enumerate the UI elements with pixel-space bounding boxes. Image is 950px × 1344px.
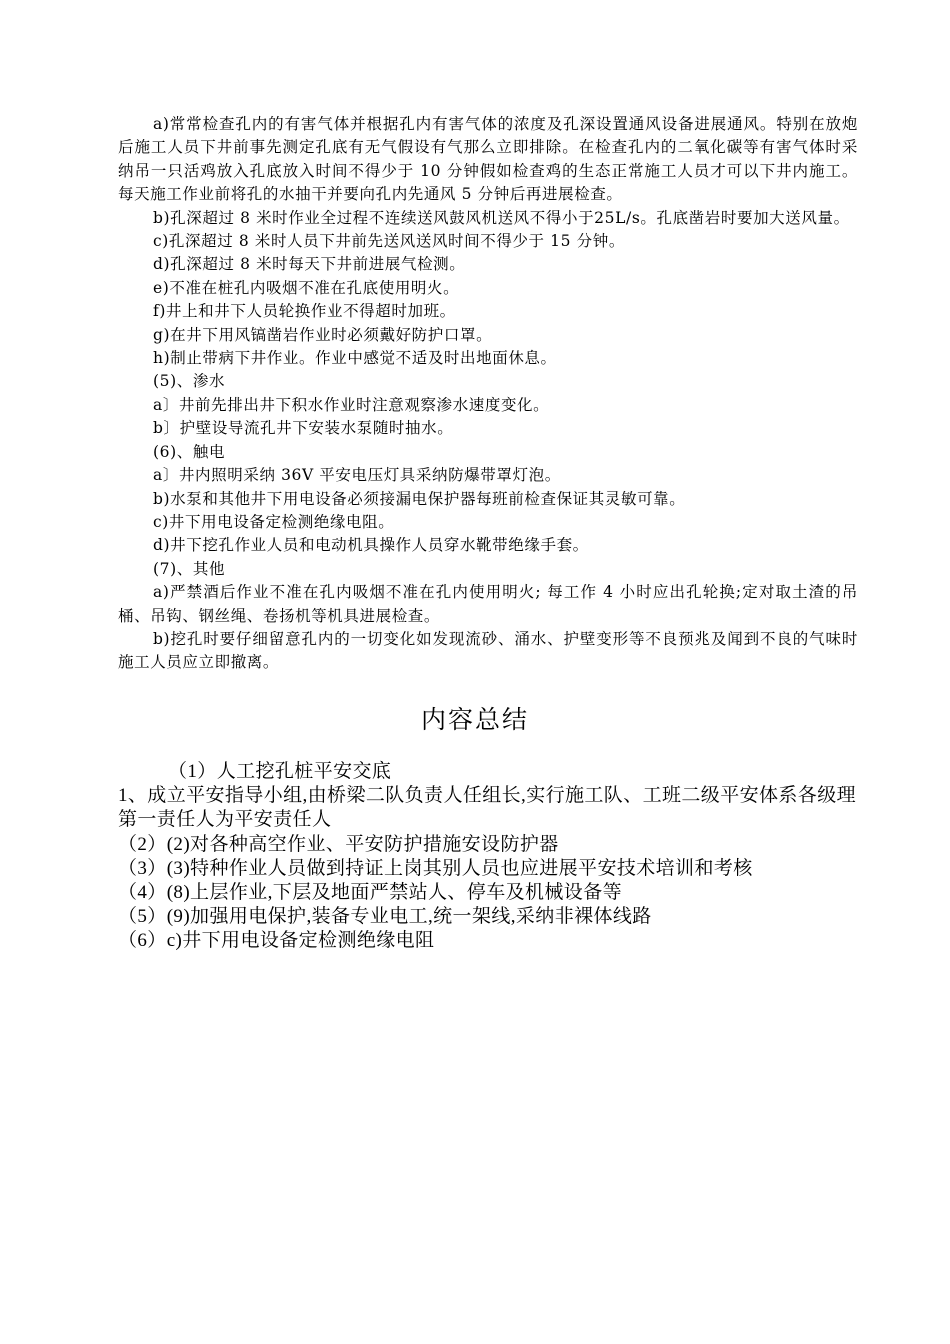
summary-line: （6）c)井下用电设备定检测绝缘电阻: [118, 930, 435, 952]
paragraph-pump: b〕护壁设导流孔井下安装水泵随时抽水。: [153, 419, 454, 438]
paragraph-ventilation: b)孔深超过 8 米时作业全过程不连续送风鼓风机送风不得小于25L/s。孔底凿岩时要加大送风量。: [153, 208, 850, 227]
paragraph-insulated-gear: d)井下挖孔作业人员和电动机具操作人员穿水靴带绝缘手套。: [153, 536, 589, 555]
paragraph-gas-check: a)常常检查孔内的有害气体并根据孔内有害气体的浓度及孔深设置通风设备进展通风。特别在放炮后施工人员下井前事先测定孔底有无气假设有气那么立即排除。在检查孔内的二氧化碳等有害气体时采纳吊一只活鸡放入孔底放入时间不得少于 10 分钟假如检查鸡的生态正常施工人员才可以下井内施工。每天施工作业前将孔的水抽干并要向孔内先通风 5 分钟后再进展检查。: [118, 115, 858, 204]
paragraph-gas-detection: d)孔深超过 8 米时每天下井前进展气检测。: [153, 255, 466, 274]
paragraph-pre-ventilation: c)孔深超过 8 米时人员下井前先送风送风时间不得少于 15 分钟。: [153, 232, 625, 251]
paragraph-lighting: a〕井内照明采纳 36V 平安电压灯具采纳防爆带罩灯泡。: [153, 466, 561, 485]
summary-section: [118, 760, 858, 954]
paragraph-shift-rotation: f)井上和井下人员轮换作业不得超时加班。: [153, 302, 456, 321]
paragraph-no-alcohol: a)严禁酒后作业不准在孔内吸烟不准在孔内使用明火; 每工作 4 小时应出孔轮换;定对取土渣的吊桶、吊钩、钢丝绳、卷扬机等机具进展检查。: [118, 583, 858, 625]
summary-line: （1）人工挖孔桩平安交底: [168, 761, 392, 782]
summary-line: （5）(9)加强用电保护,装备专业电工,统一架线,采纳非裸体线路: [118, 906, 652, 928]
paragraph-drain-water: a〕井前先排出井下积水作业时注意观察渗水速度变化。: [153, 395, 550, 414]
summary-line: （2）(2)对各种高空作业、平安防护措施安设防护器: [118, 833, 559, 855]
paragraph-evacuate: b)挖孔时要仔细留意孔内的一切变化如发现流砂、涌水、护壁变形等不良预兆及闻到不良的气味时施工人员应立即撤离。: [118, 629, 858, 672]
summary-line: （3）(3)特种作业人员做到持证上岗其别人员也应进展平安技术培训和考核: [118, 857, 753, 879]
heading-seepage: (5)、渗水: [153, 372, 226, 391]
summary-line: 1、成立平安指导小组,由桥梁二队负责人任组长,实行施工队、工班二级平安体系各级理第一责任人为平安责任人: [118, 785, 857, 831]
heading-electric-shock: (6)、触电: [153, 442, 226, 461]
paragraph-leakage-protector: b)水泵和其他井下用电设备必须接漏电保护器每班前检查保证其灵敏可靠。: [153, 489, 686, 508]
paragraph-dust-mask: g)在井下用风镐凿岩作业时必须戴好防护口罩。: [153, 325, 493, 344]
summary-title: 内容总结: [420, 705, 529, 734]
heading-other: (7)、其他: [153, 559, 226, 578]
paragraph-no-smoking: e)不准在桩孔内吸烟不准在孔底使用明火。: [153, 278, 460, 297]
document-body: [118, 113, 858, 675]
paragraph-no-illness: h)制止带病下井作业。作业中感觉不适及时出地面休息。: [153, 349, 557, 368]
paragraph-insulation-test: c)井下用电设备定检测绝缘电阻。: [153, 512, 395, 531]
summary-line: （4）(8)上层作业,下层及地面严禁站人、停车及机械设备等: [118, 882, 623, 904]
